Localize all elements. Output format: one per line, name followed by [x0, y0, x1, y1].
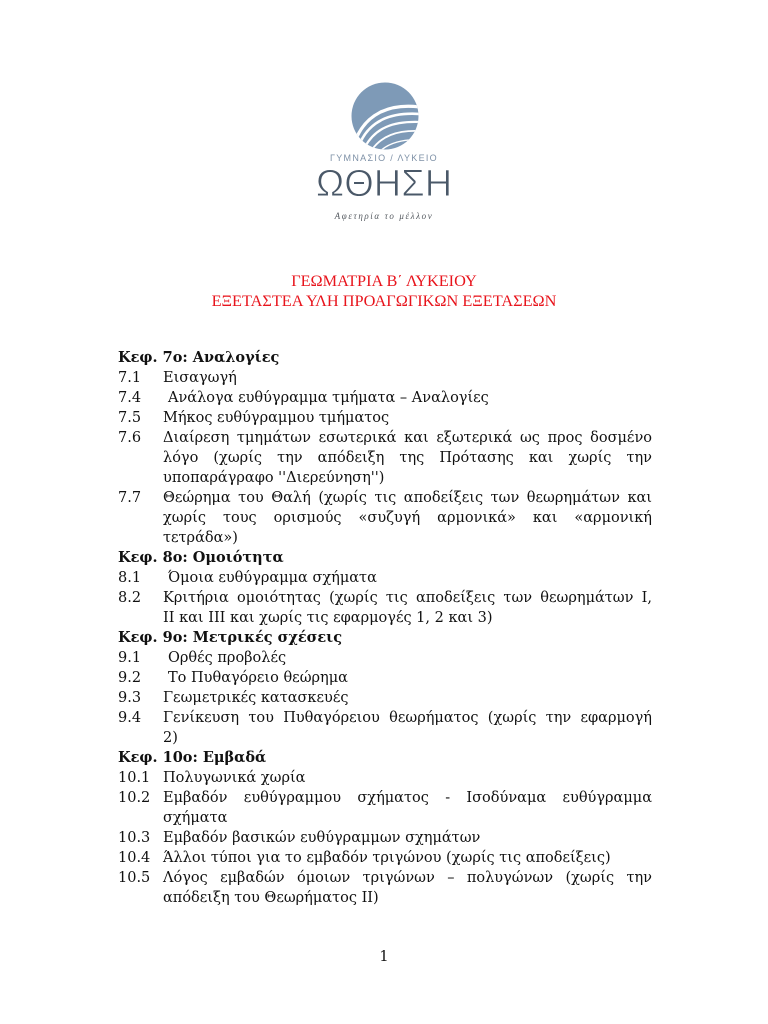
list-item: [118, 688, 652, 708]
list-item: [118, 588, 652, 628]
syllabus-list: [118, 348, 652, 908]
item-number: 8.1: [118, 570, 142, 586]
page-number: 1: [379, 949, 389, 965]
list-item: [118, 488, 652, 548]
list-item: [118, 388, 652, 408]
item-text-line: Άλλοι τύποι για το εμβαδόν τριγώνου (χωρίς τις αποδείξεις): [163, 850, 611, 866]
item-number: 7.4: [118, 390, 142, 406]
item-text-line: απόδειξη του Θεωρήματος II): [163, 890, 379, 906]
item-text-line: 2): [163, 730, 178, 746]
list-item: [118, 428, 652, 488]
chapter-heading: Κεφ. 8ο: Ομοιότητα: [118, 549, 284, 566]
item-text: [163, 708, 652, 748]
document-title: ΓΕΩΜΑΤΡΙΑ Β΄ ΛΥΚΕΙΟΥ: [291, 271, 477, 290]
item-text: [163, 848, 652, 868]
item-number: 9.3: [118, 690, 142, 706]
item-text-line: Μήκος ευθύγραμμου τμήματος: [163, 410, 390, 426]
item-text-line: II και III και χωρίς τις εφαρμογές 1, 2 και 3): [163, 610, 493, 626]
item-text-line: Διαίρεση τμημάτων εσωτερικά και εξωτερικά ως προς δοσμένο: [163, 430, 652, 446]
item-text: [163, 648, 652, 668]
list-item: [118, 828, 652, 848]
list-item: [118, 788, 652, 828]
list-item: [118, 868, 652, 908]
item-number: 10.4: [118, 850, 151, 866]
item-text-line: σχήματα: [163, 810, 228, 826]
item-number: 10.5: [118, 870, 151, 886]
logo-name: ΩΘΗΣΗ: [315, 163, 453, 205]
item-number: 8.2: [118, 590, 142, 606]
item-number: 10.3: [118, 830, 151, 846]
item-number: 9.2: [118, 670, 142, 686]
list-item: [118, 648, 652, 668]
item-text: [163, 688, 652, 708]
item-text: [163, 368, 652, 388]
item-text: [163, 588, 652, 628]
item-text-line: Εμβαδόν βασικών ευθύγραμμων σχημάτων: [163, 830, 481, 846]
list-item: [118, 568, 652, 588]
list-item: [118, 368, 652, 388]
item-number: 9.4: [118, 710, 142, 726]
item-number: 7.1: [118, 370, 142, 386]
item-text-line: χωρίς τους ορισμούς «συζυγή αρμονικά» και «αρμονική: [163, 510, 652, 526]
item-number: 7.5: [118, 410, 142, 426]
item-text: [163, 828, 652, 848]
item-number: 10.2: [118, 790, 151, 806]
logo-subtitle: ΓΥΜΝΑΣΙΟ / ΛΥΚΕΙΟ: [330, 153, 438, 163]
item-text-line: Ορθές προβολές: [168, 650, 287, 666]
item-text-line: τετράδα»): [163, 530, 238, 546]
list-item: [118, 768, 652, 788]
item-text: [163, 408, 652, 428]
list-item: [118, 668, 652, 688]
item-number: 7.6: [118, 430, 142, 446]
item-text: [163, 488, 652, 548]
item-text-line: Το Πυθαγόρειο θεώρημα: [168, 670, 348, 686]
item-text-line: Θεώρημα του Θαλή (χωρίς τις αποδείξεις των θεωρημάτων και: [163, 490, 652, 506]
document-subtitle: ΕΞΕΤΑΣΤΕΑ ΥΛΗ ΠΡΟΑΓΩΓΙΚΩΝ ΕΞΕΤΑΣΕΩΝ: [211, 291, 557, 310]
item-text: [163, 568, 652, 588]
item-text-line: Όμοια ευθύγραμμα σχήματα: [168, 570, 377, 586]
item-text-line: Γεωμετρικές κατασκευές: [163, 690, 349, 706]
item-text: [163, 868, 652, 908]
item-text-line: Ανάλογα ευθύγραμμα τμήματα – Αναλογίες: [168, 390, 489, 406]
chapter-heading: Κεφ. 9ο: Μετρικές σχέσεις: [118, 629, 343, 646]
item-number: 9.1: [118, 650, 142, 666]
list-item: [118, 408, 652, 428]
item-text: [163, 428, 652, 488]
item-text: [163, 788, 652, 828]
chapter-heading: Κεφ. 10ο: Εμβαδά: [118, 749, 267, 766]
item-text: [163, 768, 652, 788]
item-text-line: Πολυγωνικά χωρία: [163, 770, 306, 786]
item-text-line: Εμβαδόν ευθύγραμμου σχήματος - Ισοδύναμα ευθύγραμμα: [163, 790, 652, 806]
item-text-line: Εισαγωγή: [163, 370, 237, 386]
item-text-line: Κριτήρια ομοιότητας (χωρίς τις αποδείξεις των θεωρημάτων I,: [163, 590, 652, 606]
list-item: [118, 848, 652, 868]
item-number: 7.7: [118, 490, 142, 506]
item-text-line: Γενίκευση του Πυθαγόρειου θεωρήματος (χωρίς την εφαρμογή: [163, 710, 652, 726]
logo-slogan: Αφετηρία το μέλλον: [334, 211, 434, 221]
chapter-heading: Κεφ. 7ο: Αναλογίες: [118, 349, 280, 366]
item-text-line: λόγο (χωρίς την απόδειξη της Πρότασης και χωρίς την: [163, 450, 652, 466]
item-text-line: Λόγος εμβαδών όμοιων τριγώνων – πολυγώνων (χωρίς την: [163, 870, 652, 886]
item-number: 10.1: [118, 770, 151, 786]
item-text: [163, 668, 652, 688]
list-item: [118, 708, 652, 748]
item-text-line: υποπαράγραφο ''Διερεύνηση''): [163, 470, 385, 486]
item-text: [163, 388, 652, 408]
school-logo-icon: [350, 81, 420, 151]
